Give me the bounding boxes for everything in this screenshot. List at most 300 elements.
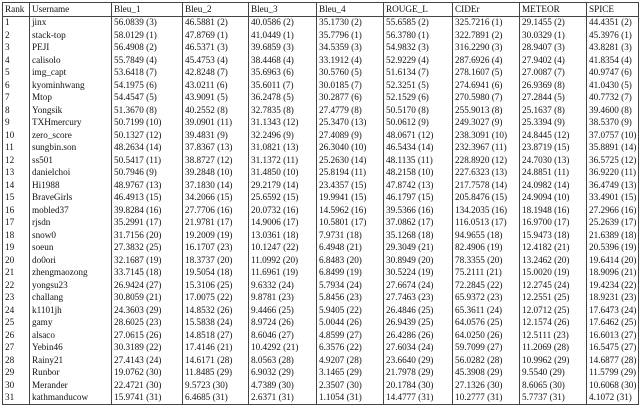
username-cell: snow0 xyxy=(30,229,112,242)
username-cell: ss501 xyxy=(30,154,112,167)
bleu3-cell: 9.8781 (23) xyxy=(249,292,317,305)
spice-cell: 20.5396 (19) xyxy=(587,242,639,255)
meteor-cell: 25.1637 (8) xyxy=(520,104,587,117)
spice-cell: 16.6013 (27) xyxy=(587,329,639,342)
cider-cell: 64.0250 (26) xyxy=(453,329,520,342)
meteor-cell: 25.3394 (9) xyxy=(520,117,587,130)
bleu3-cell: 4.7389 (30) xyxy=(249,379,317,392)
table-row xyxy=(3,67,639,80)
bleu2-cell: 43.9091 (5) xyxy=(183,92,249,105)
bleu3-cell: 32.7835 (8) xyxy=(249,104,317,117)
rank-cell: 11 xyxy=(3,142,30,155)
bleu1-cell: 54.1975 (6) xyxy=(112,79,183,92)
username-cell: sungbin.son xyxy=(30,142,112,155)
rank-cell: 4 xyxy=(3,54,30,67)
bleu4-cell: 6.8483 (20) xyxy=(317,254,384,267)
bleu4-header: Bleu_4 xyxy=(317,3,384,17)
table-row xyxy=(3,317,639,330)
rank-cell: 1 xyxy=(3,16,30,29)
bleu2-cell: 46.5881 (2) xyxy=(183,16,249,29)
meteor-cell: 15.9473 (18) xyxy=(520,229,587,242)
bleu1-cell: 56.4908 (2) xyxy=(112,42,183,55)
table-row xyxy=(3,329,639,342)
bleu1-cell: 56.0839 (3) xyxy=(112,16,183,29)
bleu2-cell: 39.2848 (10) xyxy=(183,167,249,180)
cider-header: CIDEr xyxy=(453,3,520,17)
bleu3-cell: 31.1372 (11) xyxy=(249,154,317,167)
bleu1-cell: 30.3189 (22) xyxy=(112,342,183,355)
rank-cell: 29 xyxy=(3,367,30,380)
bleu3-cell: 31.4850 (10) xyxy=(249,167,317,180)
bleu1-cell: 32.1687 (19) xyxy=(112,254,183,267)
meteor-cell: 12.2551 (25) xyxy=(520,292,587,305)
meteor-cell: 12.0712 (25) xyxy=(520,304,587,317)
spice-cell: 18.9231 (23) xyxy=(587,292,639,305)
bleu1-cell: 26.9424 (27) xyxy=(112,279,183,292)
table-row xyxy=(3,42,639,55)
username-cell: stack-top xyxy=(30,29,112,42)
table-row xyxy=(3,304,639,317)
bleu1-cell: 27.3832 (25) xyxy=(112,242,183,255)
bleu4-cell: 34.5359 (3) xyxy=(317,42,384,55)
spice-cell: 4.1072 (31) xyxy=(587,392,639,405)
bleu1-cell: 50.5417 (11) xyxy=(112,154,183,167)
rank-cell: 25 xyxy=(3,317,30,330)
bleu4-cell: 4.8599 (27) xyxy=(317,329,384,342)
bleu1-cell: 22.4721 (30) xyxy=(112,379,183,392)
cider-cell: 228.8920 (12) xyxy=(453,154,520,167)
rouge-cell: 26.4846 (25) xyxy=(384,304,453,317)
cider-cell: 65.3611 (24) xyxy=(453,304,520,317)
bleu4-cell: 27.4089 (9) xyxy=(317,129,384,142)
bleu1-cell: 33.7145 (18) xyxy=(112,267,183,280)
bleu4-cell: 4.9207 (28) xyxy=(317,354,384,367)
bleu2-cell: 14.6171 (28) xyxy=(183,354,249,367)
cider-cell: 78.3355 (20) xyxy=(453,254,520,267)
username-cell: Mtop xyxy=(30,92,112,105)
username-cell: zero_score xyxy=(30,129,112,142)
meteor-cell: 29.1455 (2) xyxy=(520,16,587,29)
spice-cell: 40.9747 (6) xyxy=(587,67,639,80)
bleu2-cell: 16.1707 (23) xyxy=(183,242,249,255)
cider-cell: 59.7099 (27) xyxy=(453,342,520,355)
bleu2-cell: 17.4146 (21) xyxy=(183,342,249,355)
bleu3-cell: 14.9006 (17) xyxy=(249,217,317,230)
bleu3-header: Bleu_3 xyxy=(249,3,317,17)
rouge-cell: 26.9439 (25) xyxy=(384,317,453,330)
username-cell: kyominhwang xyxy=(30,79,112,92)
rank-cell: 23 xyxy=(3,292,30,305)
rouge-cell: 20.1784 (30) xyxy=(384,379,453,392)
bleu2-cell: 39.0901 (11) xyxy=(183,117,249,130)
leaderboard-table xyxy=(2,2,639,405)
cider-cell: 316.2290 (3) xyxy=(453,42,520,55)
bleu2-cell: 42.8248 (7) xyxy=(183,67,249,80)
bleu1-cell: 19.0762 (30) xyxy=(112,367,183,380)
meteor-cell: 13.2462 (20) xyxy=(520,254,587,267)
rank-cell: 22 xyxy=(3,279,30,292)
meteor-cell: 24.7030 (13) xyxy=(520,154,587,167)
table-row xyxy=(3,217,639,230)
spice-cell: 18.9096 (21) xyxy=(587,267,639,280)
bleu1-cell: 31.7156 (20) xyxy=(112,229,183,242)
rank-cell: 3 xyxy=(3,42,30,55)
bleu4-cell: 6.8499 (19) xyxy=(317,267,384,280)
rouge-cell: 48.1135 (11) xyxy=(384,154,453,167)
username-cell: Runbor xyxy=(30,367,112,380)
bleu3-cell: 8.9724 (26) xyxy=(249,317,317,330)
username-cell: jinx xyxy=(30,16,112,29)
rank-cell: 12 xyxy=(3,154,30,167)
bleu1-cell: 50.7199 (10) xyxy=(112,117,183,130)
bleu4-cell: 30.0185 (7) xyxy=(317,79,384,92)
rank-header: Rank xyxy=(3,3,30,17)
bleu3-cell: 10.1247 (22) xyxy=(249,242,317,255)
rouge-cell: 51.6134 (7) xyxy=(384,67,453,80)
bleu2-cell: 37.8367 (13) xyxy=(183,142,249,155)
username-cell: PEJI xyxy=(30,42,112,55)
cider-cell: 82.4906 (19) xyxy=(453,242,520,255)
bleu2-cell: 15.3106 (25) xyxy=(183,279,249,292)
cider-cell: 217.7578 (14) xyxy=(453,179,520,192)
spice-cell: 11.5799 (29) xyxy=(587,367,639,380)
bleu2-cell: 6.4685 (31) xyxy=(183,392,249,405)
rouge-cell: 50.5170 (8) xyxy=(384,104,453,117)
bleu3-cell: 38.4468 (4) xyxy=(249,54,317,67)
rouge-cell: 23.6640 (29) xyxy=(384,354,453,367)
bleu1-cell: 15.9741 (31) xyxy=(112,392,183,405)
table-row xyxy=(3,242,639,255)
meteor-cell: 26.9369 (8) xyxy=(520,79,587,92)
cider-cell: 56.0282 (28) xyxy=(453,354,520,367)
bleu4-cell: 33.1912 (4) xyxy=(317,54,384,67)
rouge-cell: 27.6674 (24) xyxy=(384,279,453,292)
rouge-header: ROUGE_L xyxy=(384,3,453,17)
meteor-cell: 27.2844 (5) xyxy=(520,92,587,105)
meteor-cell: 12.2745 (24) xyxy=(520,279,587,292)
meteor-header: METEOR xyxy=(520,3,587,17)
bleu1-cell: 53.6418 (7) xyxy=(112,67,183,80)
bleu3-cell: 8.0563 (28) xyxy=(249,354,317,367)
bleu3-cell: 20.0732 (16) xyxy=(249,204,317,217)
table-row xyxy=(3,254,639,267)
header-row xyxy=(3,3,639,17)
rank-cell: 16 xyxy=(3,204,30,217)
table-row xyxy=(3,29,639,42)
table-row xyxy=(3,129,639,142)
username-cell: Yongsik xyxy=(30,104,112,117)
bleu2-header: Bleu_2 xyxy=(183,3,249,17)
cider-cell: 64.0576 (25) xyxy=(453,317,520,330)
bleu1-cell: 30.8059 (21) xyxy=(112,292,183,305)
meteor-cell: 9.5540 (29) xyxy=(520,367,587,380)
rouge-cell: 27.6034 (24) xyxy=(384,342,453,355)
meteor-cell: 28.9407 (3) xyxy=(520,42,587,55)
bleu2-cell: 9.5723 (30) xyxy=(183,379,249,392)
rank-cell: 21 xyxy=(3,267,30,280)
meteor-cell: 18.1948 (16) xyxy=(520,204,587,217)
bleu4-cell: 30.5760 (5) xyxy=(317,67,384,80)
leaderboard-container xyxy=(2,2,639,405)
spice-header: SPICE xyxy=(587,3,639,17)
cider-cell: 274.6941 (6) xyxy=(453,79,520,92)
cider-cell: 45.3908 (29) xyxy=(453,367,520,380)
meteor-cell: 24.0982 (14) xyxy=(520,179,587,192)
meteor-cell: 27.0087 (7) xyxy=(520,67,587,80)
rank-cell: 24 xyxy=(3,304,30,317)
rouge-cell: 46.5434 (14) xyxy=(384,142,453,155)
bleu2-cell: 37.1830 (14) xyxy=(183,179,249,192)
rouge-cell: 46.1797 (15) xyxy=(384,192,453,205)
bleu2-cell: 34.2066 (15) xyxy=(183,192,249,205)
rank-cell: 20 xyxy=(3,254,30,267)
table-row xyxy=(3,104,639,117)
rank-cell: 18 xyxy=(3,229,30,242)
username-cell: danielchoi xyxy=(30,167,112,180)
bleu1-cell: 27.0615 (26) xyxy=(112,329,183,342)
username-cell: Hi1988 xyxy=(30,179,112,192)
bleu4-cell: 7.9731 (18) xyxy=(317,229,384,242)
table-row xyxy=(3,117,639,130)
bleu1-cell: 55.7849 (4) xyxy=(112,54,183,67)
spice-cell: 10.6068 (30) xyxy=(587,379,639,392)
bleu1-cell: 35.2991 (17) xyxy=(112,217,183,230)
cider-cell: 27.1326 (30) xyxy=(453,379,520,392)
spice-cell: 38.5370 (9) xyxy=(587,117,639,130)
table-row xyxy=(3,292,639,305)
rank-cell: 14 xyxy=(3,179,30,192)
rank-cell: 7 xyxy=(3,92,30,105)
cider-cell: 134.2035 (16) xyxy=(453,204,520,217)
spice-cell: 14.6877 (28) xyxy=(587,354,639,367)
rouge-cell: 39.5366 (16) xyxy=(384,204,453,217)
table-row xyxy=(3,379,639,392)
cider-cell: 94.9655 (18) xyxy=(453,229,520,242)
username-cell: kathmanducow xyxy=(30,392,112,405)
username-cell: rjsdn xyxy=(30,217,112,230)
bleu3-cell: 8.6046 (27) xyxy=(249,329,317,342)
bleu4-cell: 19.9941 (15) xyxy=(317,192,384,205)
bleu1-cell: 48.2634 (14) xyxy=(112,142,183,155)
bleu3-cell: 11.6961 (19) xyxy=(249,267,317,280)
spice-cell: 25.2639 (17) xyxy=(587,217,639,230)
spice-cell: 17.6462 (25) xyxy=(587,317,639,330)
bleu3-cell: 25.6592 (15) xyxy=(249,192,317,205)
bleu4-cell: 23.4357 (15) xyxy=(317,179,384,192)
table-row xyxy=(3,154,639,167)
spice-cell: 16.5475 (27) xyxy=(587,342,639,355)
username-cell: Rainy21 xyxy=(30,354,112,367)
bleu2-cell: 40.2552 (8) xyxy=(183,104,249,117)
table-row xyxy=(3,192,639,205)
rouge-cell: 29.3049 (21) xyxy=(384,242,453,255)
meteor-cell: 24.9094 (10) xyxy=(520,192,587,205)
rank-cell: 26 xyxy=(3,329,30,342)
rank-cell: 28 xyxy=(3,354,30,367)
username-cell: Yebin46 xyxy=(30,342,112,355)
table-row xyxy=(3,367,639,380)
bleu4-cell: 25.2630 (14) xyxy=(317,154,384,167)
bleu4-cell: 35.1730 (2) xyxy=(317,16,384,29)
rank-cell: 10 xyxy=(3,129,30,142)
rouge-cell: 35.1268 (18) xyxy=(384,229,453,242)
bleu1-cell: 50.7946 (9) xyxy=(112,167,183,180)
username-cell: challang xyxy=(30,292,112,305)
bleu3-cell: 40.0586 (2) xyxy=(249,16,317,29)
cider-cell: 287.6926 (4) xyxy=(453,54,520,67)
rouge-cell: 47.8742 (13) xyxy=(384,179,453,192)
table-row xyxy=(3,167,639,180)
rouge-cell: 30.5224 (19) xyxy=(384,267,453,280)
bleu4-cell: 3.1465 (29) xyxy=(317,367,384,380)
spice-cell: 40.7732 (7) xyxy=(587,92,639,105)
bleu1-header: Bleu_1 xyxy=(112,3,183,17)
username-cell: zhengmaozong xyxy=(30,267,112,280)
table-row xyxy=(3,142,639,155)
rouge-cell: 54.9832 (3) xyxy=(384,42,453,55)
bleu3-cell: 32.2496 (9) xyxy=(249,129,317,142)
meteor-cell: 5.7737 (31) xyxy=(520,392,587,405)
bleu3-cell: 31.1343 (12) xyxy=(249,117,317,130)
meteor-cell: 23.8719 (15) xyxy=(520,142,587,155)
username-cell: Merander xyxy=(30,379,112,392)
table-row xyxy=(3,229,639,242)
bleu4-cell: 6.4948 (21) xyxy=(317,242,384,255)
bleu4-cell: 2.3507 (30) xyxy=(317,379,384,392)
cider-cell: 270.5980 (7) xyxy=(453,92,520,105)
bleu2-cell: 14.8518 (27) xyxy=(183,329,249,342)
meteor-cell: 24.8851 (11) xyxy=(520,167,587,180)
username-cell: img_capt xyxy=(30,67,112,80)
cider-cell: 232.3967 (11) xyxy=(453,142,520,155)
spice-cell: 21.6389 (18) xyxy=(587,229,639,242)
cider-cell: 278.1607 (5) xyxy=(453,67,520,80)
bleu3-cell: 35.6963 (6) xyxy=(249,67,317,80)
rank-cell: 2 xyxy=(3,29,30,42)
table-row xyxy=(3,342,639,355)
rouge-cell: 50.0612 (9) xyxy=(384,117,453,130)
table-row xyxy=(3,279,639,292)
username-cell: yongsu23 xyxy=(30,279,112,292)
cider-cell: 249.3027 (9) xyxy=(453,117,520,130)
bleu3-cell: 13.0361 (18) xyxy=(249,229,317,242)
username-cell: k1101jh xyxy=(30,304,112,317)
spice-cell: 27.2966 (16) xyxy=(587,204,639,217)
table-row xyxy=(3,204,639,217)
rank-cell: 6 xyxy=(3,79,30,92)
bleu2-cell: 46.5371 (3) xyxy=(183,42,249,55)
spice-cell: 36.5725 (12) xyxy=(587,154,639,167)
cider-cell: 75.2111 (21) xyxy=(453,267,520,280)
rank-cell: 13 xyxy=(3,167,30,180)
cider-cell: 322.7891 (2) xyxy=(453,29,520,42)
spice-cell: 36.9220 (11) xyxy=(587,167,639,180)
bleu1-cell: 58.0129 (1) xyxy=(112,29,183,42)
rouge-cell: 55.6585 (2) xyxy=(384,16,453,29)
cider-cell: 325.7216 (1) xyxy=(453,16,520,29)
bleu3-cell: 6.9032 (29) xyxy=(249,367,317,380)
cider-cell: 205.8476 (15) xyxy=(453,192,520,205)
bleu4-cell: 5.7934 (24) xyxy=(317,279,384,292)
bleu3-cell: 29.2179 (14) xyxy=(249,179,317,192)
rouge-cell: 52.3251 (5) xyxy=(384,79,453,92)
bleu3-cell: 39.6859 (3) xyxy=(249,42,317,55)
bleu2-cell: 11.8485 (29) xyxy=(183,367,249,380)
rouge-cell: 52.1529 (6) xyxy=(384,92,453,105)
rank-cell: 5 xyxy=(3,67,30,80)
bleu3-cell: 35.6011 (7) xyxy=(249,79,317,92)
username-header: Username xyxy=(30,3,112,17)
spice-cell: 19.6414 (20) xyxy=(587,254,639,267)
meteor-cell: 30.0329 (1) xyxy=(520,29,587,42)
rank-cell: 15 xyxy=(3,192,30,205)
bleu1-cell: 46.4913 (15) xyxy=(112,192,183,205)
bleu1-cell: 27.4143 (24) xyxy=(112,354,183,367)
spice-cell: 36.4749 (13) xyxy=(587,179,639,192)
spice-cell: 19.4234 (22) xyxy=(587,279,639,292)
bleu2-cell: 14.8532 (26) xyxy=(183,304,249,317)
rouge-cell: 21.7978 (29) xyxy=(384,367,453,380)
rouge-cell: 48.0671 (12) xyxy=(384,129,453,142)
bleu4-cell: 35.7796 (1) xyxy=(317,29,384,42)
bleu4-cell: 5.8456 (23) xyxy=(317,292,384,305)
bleu2-cell: 15.5838 (24) xyxy=(183,317,249,330)
meteor-cell: 12.1574 (26) xyxy=(520,317,587,330)
username-cell: BraveGirls xyxy=(30,192,112,205)
spice-cell: 45.3976 (1) xyxy=(587,29,639,42)
bleu3-cell: 9.4466 (25) xyxy=(249,304,317,317)
bleu4-cell: 25.3470 (13) xyxy=(317,117,384,130)
spice-cell: 41.0430 (5) xyxy=(587,79,639,92)
spice-cell: 39.4600 (8) xyxy=(587,104,639,117)
bleu3-cell: 9.6332 (24) xyxy=(249,279,317,292)
bleu2-cell: 21.9781 (17) xyxy=(183,217,249,230)
bleu2-cell: 17.0075 (22) xyxy=(183,292,249,305)
rouge-cell: 27.7463 (23) xyxy=(384,292,453,305)
bleu4-cell: 14.5962 (16) xyxy=(317,204,384,217)
rouge-cell: 26.4286 (26) xyxy=(384,329,453,342)
rouge-cell: 56.3780 (1) xyxy=(384,29,453,42)
spice-cell: 43.8281 (3) xyxy=(587,42,639,55)
meteor-cell: 27.9402 (4) xyxy=(520,54,587,67)
bleu2-cell: 43.0211 (6) xyxy=(183,79,249,92)
cider-cell: 65.9372 (23) xyxy=(453,292,520,305)
bleu4-cell: 26.3040 (10) xyxy=(317,142,384,155)
table-row xyxy=(3,267,639,280)
table-body xyxy=(3,16,639,405)
username-cell: mobled37 xyxy=(30,204,112,217)
username-cell: TXHmercury xyxy=(30,117,112,130)
table-row xyxy=(3,179,639,192)
cider-cell: 238.3091 (10) xyxy=(453,129,520,142)
username-cell: do0ori xyxy=(30,254,112,267)
bleu4-cell: 1.1054 (31) xyxy=(317,392,384,405)
meteor-cell: 16.9700 (17) xyxy=(520,217,587,230)
bleu2-cell: 38.8727 (12) xyxy=(183,154,249,167)
bleu4-cell: 27.4779 (8) xyxy=(317,104,384,117)
meteor-cell: 11.2069 (28) xyxy=(520,342,587,355)
meteor-cell: 8.6065 (30) xyxy=(520,379,587,392)
bleu3-cell: 36.2478 (5) xyxy=(249,92,317,105)
meteor-cell: 12.4182 (21) xyxy=(520,242,587,255)
bleu1-cell: 50.1327 (12) xyxy=(112,129,183,142)
spice-cell: 44.4351 (2) xyxy=(587,16,639,29)
table-row xyxy=(3,79,639,92)
bleu2-cell: 19.2009 (19) xyxy=(183,229,249,242)
bleu3-cell: 10.4292 (21) xyxy=(249,342,317,355)
username-cell: gamy xyxy=(30,317,112,330)
bleu3-cell: 31.0821 (13) xyxy=(249,142,317,155)
